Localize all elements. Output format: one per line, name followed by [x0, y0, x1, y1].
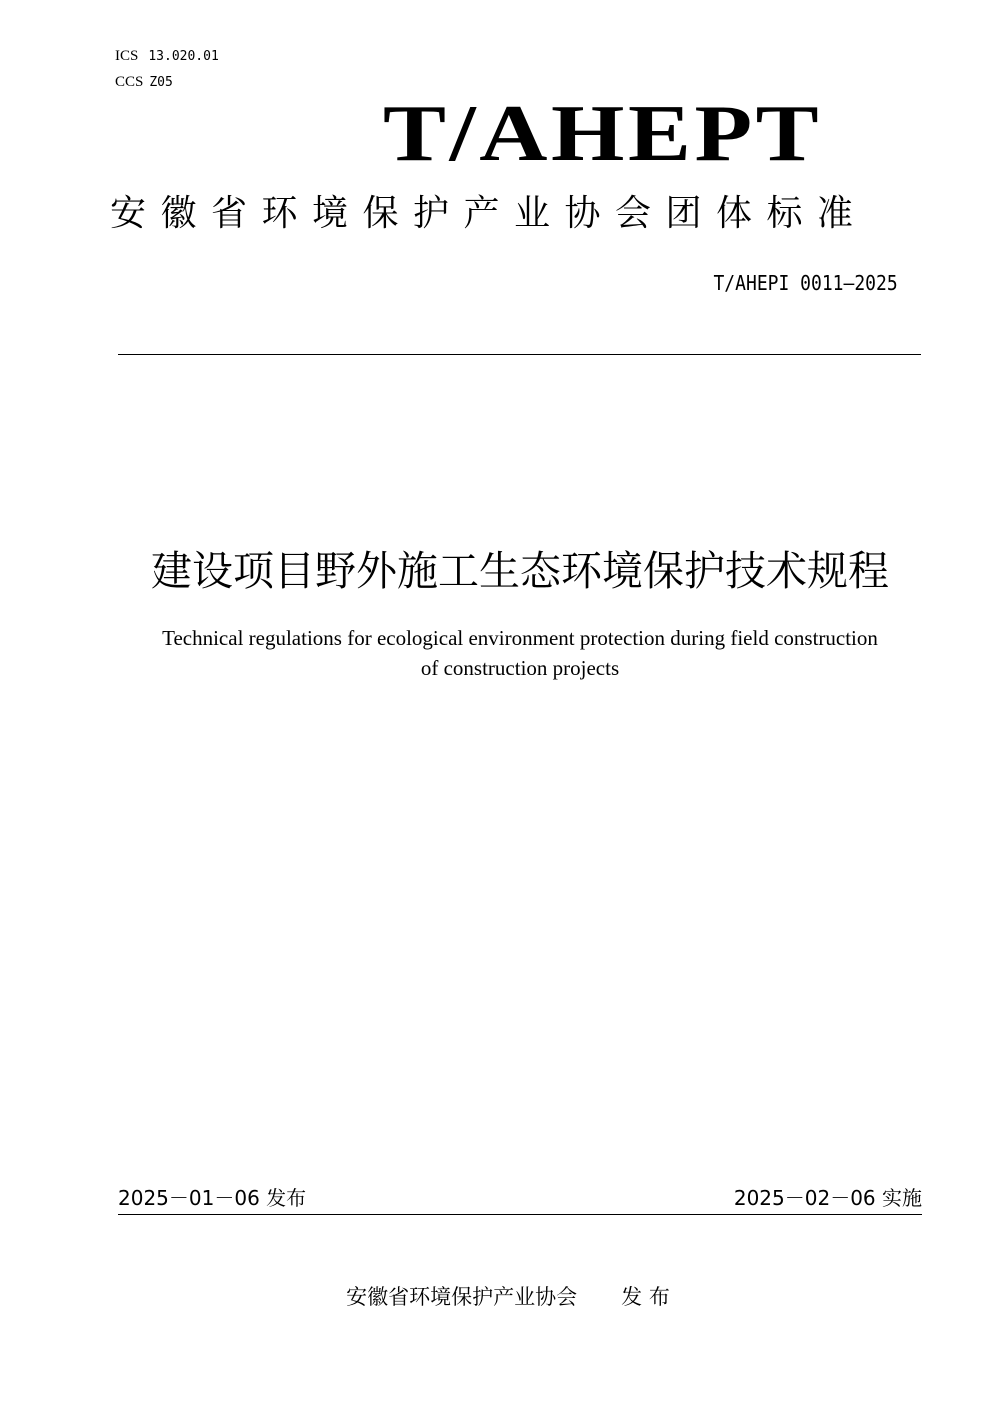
document-title-cn: 建设项目野外施工生态环境保护技术规程	[151, 547, 889, 595]
document-title-en-line2: of construction projects	[420, 656, 620, 680]
top-divider	[118, 354, 921, 355]
standard-code: T/AHEPI 0011—2025	[713, 271, 898, 295]
implement-date: 2025－02－06 实施	[733, 1186, 922, 1210]
standard-logo: T/AHEPT	[383, 90, 823, 178]
ccs-label: CCS	[115, 74, 144, 90]
ccs-value: Z05	[149, 75, 173, 90]
ics-value: 13.020.01	[148, 49, 219, 64]
issue-date: 2025－01－06 发布	[118, 1186, 307, 1210]
publisher-name: 安徽省环境保护产业协会	[346, 1285, 578, 1309]
publisher-line	[0, 1281, 992, 1311]
ics-classification	[115, 48, 219, 65]
document-title-en-line1: Technical regulations for ecological environment protection during field construction	[162, 626, 878, 650]
publish-label: 发 布	[621, 1285, 670, 1309]
organization-standard-heading: 安徽省环境保护产业协会团体标准	[110, 193, 868, 234]
ics-label: ICS	[115, 48, 139, 64]
bottom-divider	[118, 1214, 922, 1215]
ccs-classification	[115, 74, 173, 91]
